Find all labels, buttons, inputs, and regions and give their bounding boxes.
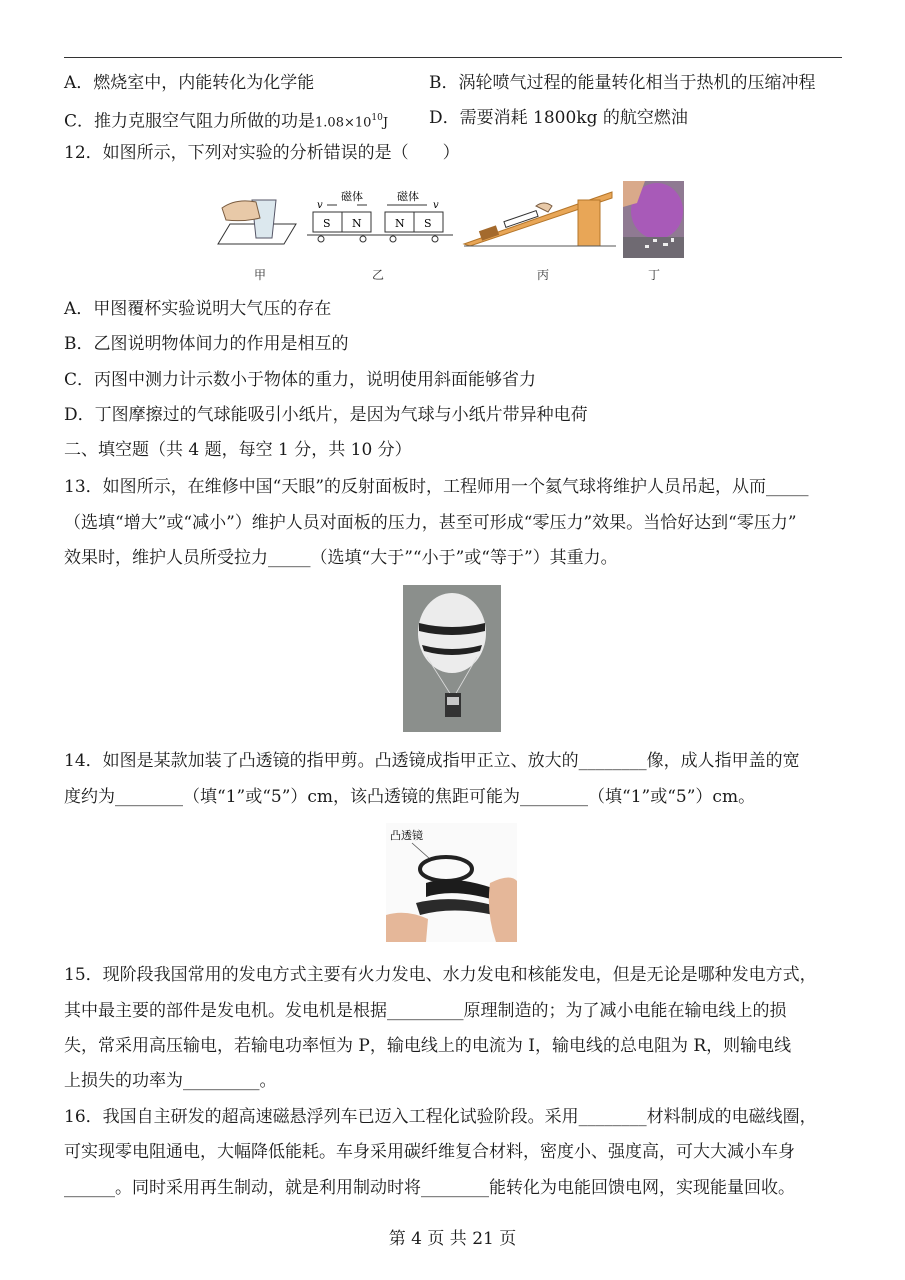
q12-pole-2: N bbox=[352, 217, 362, 230]
q11-option-c-text: C．推力克服空气阻力所做的功是 bbox=[64, 111, 316, 132]
q12-option-d: D．丁图摩擦过的气球能吸引小纸片，是因为气球与小纸片带异种电荷 bbox=[64, 405, 588, 425]
q12-label-ding: 丁 bbox=[648, 268, 661, 282]
q12-v-2: v bbox=[433, 200, 439, 211]
q14-nail-clipper-photo bbox=[386, 823, 517, 942]
q14-line-2: 度约为________（填“1”或“5”）cm，该凸透镜的焦距可能为________（填“1”或“5”）cm。 bbox=[64, 787, 756, 807]
q12-option-b: B．乙图说明物体间力的作用是相互的 bbox=[64, 334, 349, 354]
q16-line-3: ______。同时采用再生制动，就是利用制动时将________能转化为电能回馈电网，实现能量回收。 bbox=[64, 1178, 795, 1198]
q11-option-a: A．燃烧室中，内能转化为化学能 bbox=[64, 73, 315, 93]
q15-line-1: 15．现阶段我国常用的发电方式主要有火力发电、水力发电和核能发电，但是无论是哪种发电方式， bbox=[64, 965, 817, 985]
q13-line-2: （选填“增大”或“减小”）维护人员对面板的压力，甚至可形成“零压力”效果。当恰好达到“零压力” bbox=[64, 513, 797, 533]
q12-option-c: C．丙图中测力计示数小于物体的重力，说明使用斜面能够省力 bbox=[64, 370, 537, 390]
q13-line-3: 效果时，维护人员所受拉力_____（选填“大于”“小于”或“等于”）其重力。 bbox=[64, 548, 618, 568]
q12-stem: 12．如图所示，下列对实验的分析错误的是（ ） bbox=[64, 143, 460, 163]
q12-figure-jia bbox=[216, 188, 298, 250]
q11-option-b: B．涡轮喷气过程的能量转化相当于热机的压缩冲程 bbox=[429, 73, 816, 93]
q16-line-2: 可实现零电阻通电，大幅降低能耗。车身采用碳纤维复合材料，密度小、强度高，可大大减小车身 bbox=[64, 1142, 795, 1162]
q13-line-1: 13．如图所示，在维修中国“天眼”的反射面板时，工程师用一个氦气球将维护人员吊起，从而_____ bbox=[64, 477, 809, 497]
q12-magnet-label-2: 磁体 bbox=[397, 190, 419, 203]
q14-lens-label: 凸透镜 bbox=[390, 829, 423, 842]
q13-balloon-photo bbox=[403, 585, 501, 732]
q11-option-c bbox=[64, 107, 388, 135]
q12-figure-ding bbox=[623, 181, 684, 258]
q15-line-2: 其中最主要的部件是发电机。发电机是根据_________原理制造的；为了减小电能在输电线上的损 bbox=[64, 1001, 787, 1021]
q15-line-3: 失，常采用高压输电，若输电功率恒为 P，输电线上的电流为 I，输电线的总电阻为 R，则输电线 bbox=[64, 1036, 792, 1056]
q12-label-jia: 甲 bbox=[254, 268, 267, 282]
q12-magnet-label-1: 磁体 bbox=[341, 190, 363, 203]
q12-v-1: v bbox=[317, 200, 323, 211]
q11-option-c-value: 1.08×10 bbox=[315, 115, 372, 131]
q12-figure-yi bbox=[305, 188, 455, 246]
q12-figure-bing bbox=[462, 186, 618, 248]
q12-label-yi: 乙 bbox=[372, 268, 385, 282]
q11-option-c-exp: 10 bbox=[371, 113, 383, 123]
q12-pole-1: S bbox=[323, 217, 331, 230]
q12-label-bing: 丙 bbox=[537, 268, 550, 282]
q12-pole-3: N bbox=[395, 217, 405, 230]
q15-line-4: 上损失的功率为_________。 bbox=[64, 1071, 277, 1091]
q11-option-c-unit: J bbox=[382, 115, 389, 131]
q11-option-d: D．需要消耗 1800kg 的航空燃油 bbox=[429, 108, 688, 128]
q16-line-1: 16．我国自主研发的超高速磁悬浮列车已迈入工程化试验阶段。采用________材料制成的电磁线圈， bbox=[64, 1107, 817, 1127]
page-footer: 第 4 页 共 21 页 bbox=[388, 1229, 517, 1249]
q12-pole-4: S bbox=[424, 217, 432, 230]
q14-line-1: 14．如图是某款加装了凸透镜的指甲剪。凸透镜成指甲正立、放大的________像，成人指甲盖的宽 bbox=[64, 751, 800, 771]
top-rule bbox=[64, 57, 842, 58]
q12-option-a: A．甲图覆杯实验说明大气压的存在 bbox=[64, 299, 332, 319]
section-heading: 二、填空题（共 4 题，每空 1 分，共 10 分） bbox=[64, 440, 412, 460]
